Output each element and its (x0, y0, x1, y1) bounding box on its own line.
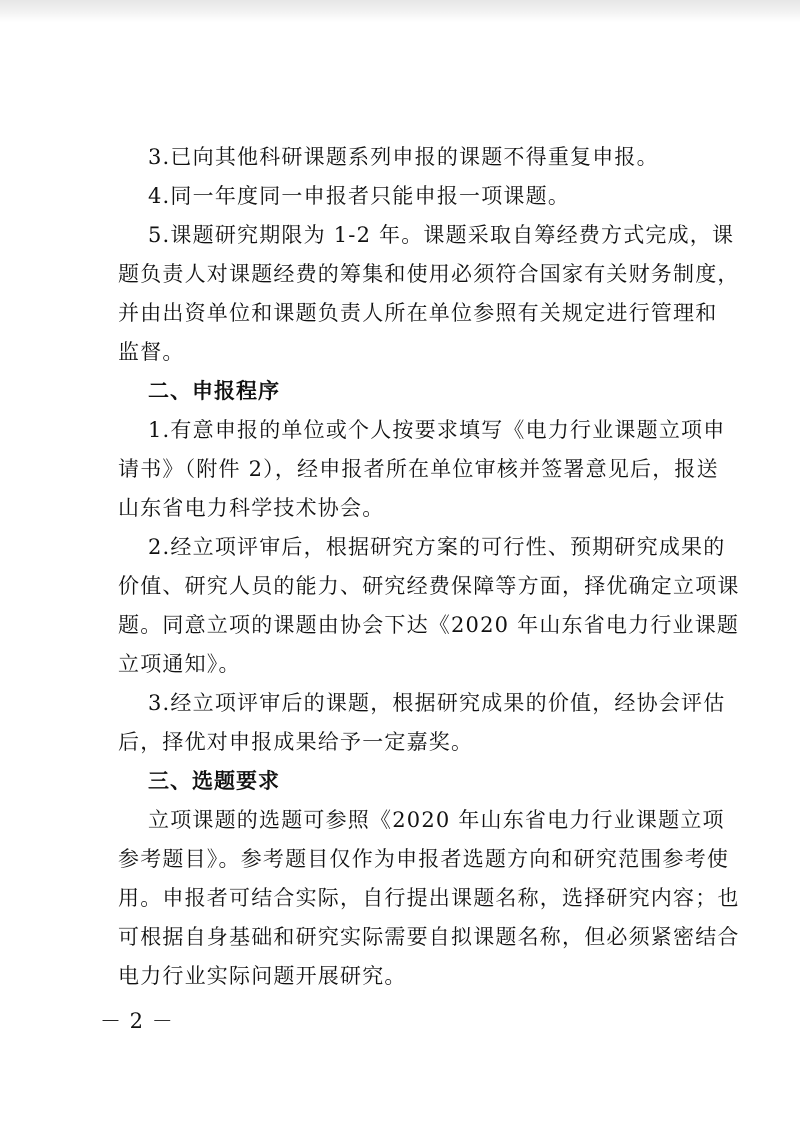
body-line: 题。同意立项的课题由协会下达《2020 年山东省电力行业课题 (118, 613, 740, 637)
section-heading: 三、选题要求 (148, 769, 280, 793)
body-line: 题负责人对课题经费的筹集和使用必须符合国家有关财务制度， (118, 262, 740, 286)
body-line: 5.课题研究期限为 1-2 年。课题采取自筹经费方式完成，课 (148, 223, 735, 247)
section-heading: 二、申报程序 (148, 379, 280, 403)
body-line: 监督。 (118, 340, 185, 364)
page-number: － 2 － (100, 1009, 174, 1033)
body-line: 价值、研究人员的能力、研究经费保障等方面，择优确定立项课 (118, 574, 740, 598)
body-line: 3.经立项评审后的课题，根据研究成果的价值，经协会评估 (148, 691, 726, 715)
scan-edge-shadow (0, 0, 800, 22)
body-line: 山东省电力科学技术协会。 (118, 496, 385, 520)
body-line: 立项课题的选题可参照《2020 年山东省电力行业课题立项 (148, 808, 725, 832)
body-line: 4.同一年度同一申报者只能申报一项课题。 (148, 184, 571, 208)
body-line: 请书》（附件 2），经申报者所在单位审核并签署意见后，报送 (118, 457, 719, 481)
body-line: 用。申报者可结合实际，自行提出课题名称，选择研究内容；也 (118, 886, 740, 910)
body-line: 2.经立项评审后，根据研究方案的可行性、预期研究成果的 (148, 535, 726, 559)
body-line: 3.已向其他科研课题系列申报的课题不得重复申报。 (148, 145, 659, 169)
body-line: 立项通知》。 (118, 652, 241, 676)
body-line: 可根据自身基础和研究实际需要自拟课题名称，但必须紧密结合 (118, 925, 740, 949)
body-line: 参考题目》。参考题目仅作为申报者选题方向和研究范围参考使 (118, 847, 730, 871)
body-line: 后，择优对申报成果给予一定嘉奖。 (118, 730, 474, 754)
body-line: 电力行业实际问题开展研究。 (118, 964, 407, 988)
body-line: 并由出资单位和课题负责人所在单位参照有关规定进行管理和 (118, 301, 718, 325)
body-line: 1.有意申报的单位或个人按要求填写《电力行业课题立项申 (148, 418, 726, 442)
